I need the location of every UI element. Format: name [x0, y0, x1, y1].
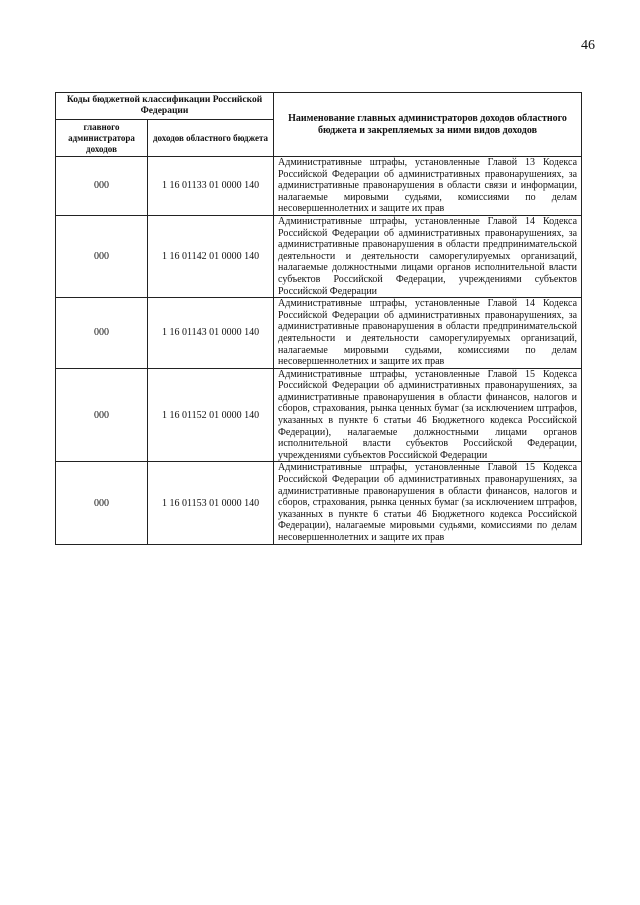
table-row	[56, 368, 582, 462]
table-row	[56, 215, 582, 297]
income-code-cell: 1 16 01143 01 0000 140	[148, 298, 274, 369]
table-row	[56, 157, 582, 216]
header-income-column: доходов областного бюджета	[148, 120, 274, 157]
table-row	[56, 462, 582, 544]
table-body	[56, 157, 582, 545]
description-cell: Административные штрафы, установленные Главой 15 Кодекса Российской Федерации об административных правонарушениях, за административные правонарушения в области финансов, налогов и сборов, страхования, рынка ценных бумаг (за исключением штрафов, указанных в пункте 6 статьи 46 Бюджетного кодекса Российской Федерации), налагаемые мировыми судьями, комиссиями по делам несовершеннолетних и защите их прав	[274, 462, 582, 544]
income-code-cell: 1 16 01152 01 0000 140	[148, 368, 274, 462]
description-cell: Административные штрафы, установленные Главой 13 Кодекса Российской Федерации об административных правонарушениях, за административные правонарушения в области связи и информации, налагаемые мировыми судьями, комиссиями по делам несовершеннолетних и защите их прав	[274, 157, 582, 216]
admin-code-cell: 000	[56, 157, 148, 216]
admin-code-cell: 000	[56, 462, 148, 544]
income-code-cell: 1 16 01142 01 0000 140	[148, 215, 274, 297]
header-name-column: Наименование главных администраторов доходов областного бюджета и закрепляемых за ними видов доходов	[274, 93, 582, 157]
budget-classification-table	[55, 92, 582, 545]
table-header	[56, 93, 582, 157]
description-cell: Административные штрафы, установленные Главой 15 Кодекса Российской Федерации об административных правонарушениях, за административные правонарушения в области финансов, налогов и сборов, страхования, рынка ценных бумаг (за исключением штрафов, указанных в пункте 6 статьи 46 Бюджетного кодекса Российской Федерации), налагаемые должностными лицами органов исполнительной власти субъектов Российской Федерации, учреждениями субъектов Российской Федерации	[274, 368, 582, 462]
header-admin-column: главного администратора доходов	[56, 120, 148, 157]
income-code-cell: 1 16 01153 01 0000 140	[148, 462, 274, 544]
header-codes-group: Коды бюджетной классификации Российской Федерации	[56, 93, 274, 120]
page-number: 46	[581, 38, 595, 53]
description-cell: Административные штрафы, установленные Главой 14 Кодекса Российской Федерации об административных правонарушениях, за административные правонарушения в области предпринимательской деятельности и деятельности саморегулируемых организаций, налагаемые мировыми судьями, комиссиями по делам несовершеннолетних и защите их прав	[274, 298, 582, 369]
admin-code-cell: 000	[56, 298, 148, 369]
description-cell: Административные штрафы, установленные Главой 14 Кодекса Российской Федерации об административных правонарушениях, за административные правонарушения в области предпринимательской деятельности и деятельности саморегулируемых организаций, налагаемые должностными лицами органов исполнительной власти субъектов Российской Федерации, учреждениями субъектов Российской Федерации	[274, 215, 582, 297]
table-row	[56, 298, 582, 369]
admin-code-cell: 000	[56, 215, 148, 297]
income-code-cell: 1 16 01133 01 0000 140	[148, 157, 274, 216]
admin-code-cell: 000	[56, 368, 148, 462]
